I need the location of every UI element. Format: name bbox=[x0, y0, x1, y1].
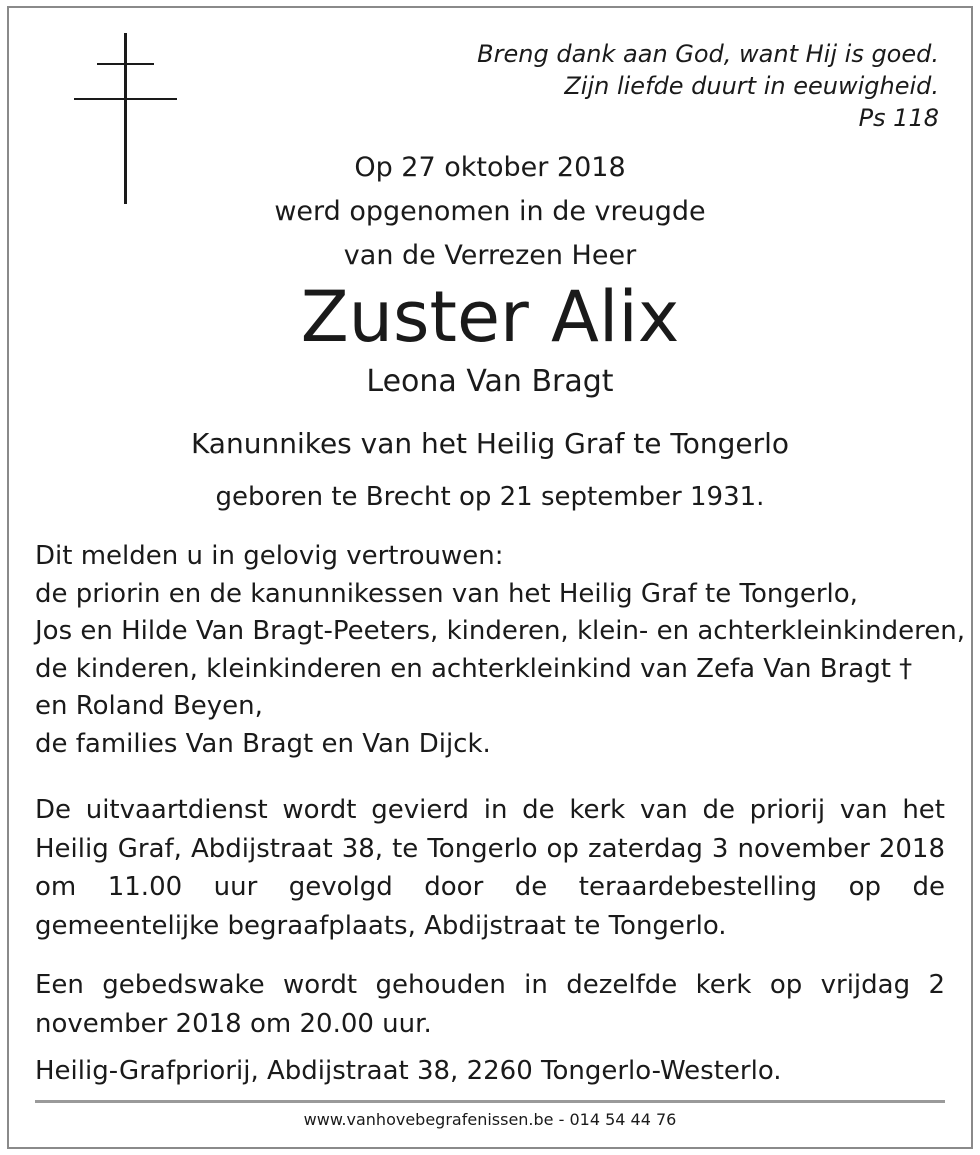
funeral-service-paragraph: De uitvaartdienst wordt gevierd in de kerk van de priorij van het Heilig Graf, Abdijstraat 38, te Tongerlo op zaterdag 3 november 2018 om 11.00 uur gevolgd door de teraardebestelling op de gemeentelijke begraafplaats, Abdijstraat te Tongerlo. bbox=[35, 795, 945, 941]
prayer-wake-paragraph: Een gebedswake wordt gehouden in dezelfde kerk op vrijdag 2 november 2018 om 20.00 uur. bbox=[35, 970, 945, 1039]
intro-line: Op 27 oktober 2018 bbox=[354, 152, 626, 183]
announcement-line: Jos en Hilde Van Bragt-Peeters, kinderen, klein- en achterkleinkinderen, bbox=[35, 616, 965, 646]
verse-line: Zijn liefde duurt in eeuwigheid. bbox=[564, 72, 939, 100]
announcement-line: de kinderen, kleinkinderen en achterkleinkind van Zefa Van Bragt † bbox=[35, 653, 913, 684]
announcement bbox=[35, 538, 965, 763]
address-paragraph: Heilig-Grafpriorij, Abdijstraat 38, 2260 Tongerlo-Westerlo. bbox=[35, 1056, 782, 1086]
bible-verse bbox=[477, 38, 939, 134]
cross-main-bar bbox=[74, 98, 177, 100]
announcement-line: de families Van Bragt en Van Dijck. bbox=[35, 728, 491, 759]
announcement-line: Dit melden u in gelovig vertrouwen: bbox=[35, 541, 504, 571]
cross-top-bar bbox=[97, 63, 154, 65]
intro-line: werd opgenomen in de vreugde bbox=[274, 196, 706, 227]
birth-name: Leona Van Bragt bbox=[366, 364, 614, 399]
intro-line: van de Verrezen Heer bbox=[343, 240, 637, 271]
announcement-line: en Roland Beyen, bbox=[35, 691, 263, 721]
announcement-line: de priorin en de kanunnikessen van het Heilig Graf te Tongerlo, bbox=[35, 578, 858, 609]
verse-reference: Ps 118 bbox=[858, 104, 939, 132]
funeral-home-contact: www.vanhovebegrafenissen.be - 014 54 44 76 bbox=[303, 1110, 677, 1129]
deceased-name: Zuster Alix bbox=[300, 276, 680, 358]
religious-order: Kanunnikes van het Heilig Graf te Tongerlo bbox=[190, 427, 790, 460]
intro-text bbox=[0, 146, 980, 278]
birth-details: geboren te Brecht op 21 september 1931. bbox=[215, 482, 765, 512]
verse-line: Breng dank aan God, want Hij is goed. bbox=[477, 40, 939, 68]
footer-divider bbox=[35, 1100, 945, 1103]
